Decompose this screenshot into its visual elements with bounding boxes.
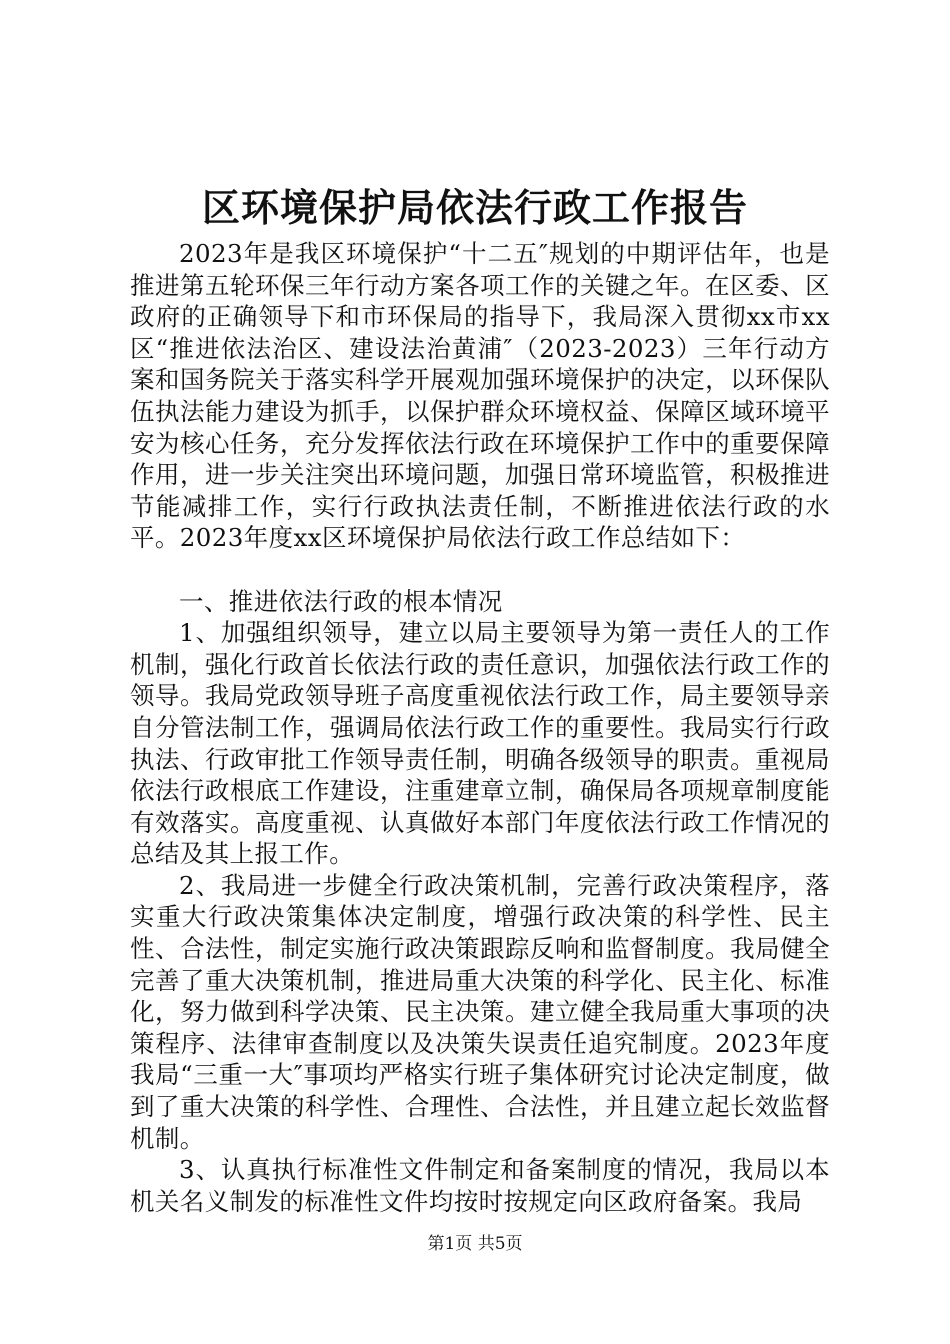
- document-body: [130, 238, 830, 1217]
- intro-paragraph: 2023年是我区环境保护“十二五″规划的中期评估年，也是推进第五轮环保三年行动方案各项工作的关键之年。在区委、区政府的正确领导下和市环保局的指导下，我局深入贯彻xx市xx区“推进依法治区、建设法治黄浦″（2023-2023）三年行动方案和国务院关于落实科学开展观加强环境保护的决定，以环保队伍执法能力建设为抓手，以保护群众环境权益、保障区域环境平安为核心任务，充分发挥依法行政在环境保护工作中的重要保障作用，进一步关注突出环境问题，加强日常环境监管，积极推进节能减排工作，实行行政执法责任制，不断推进依法行政的水平。2023年度xx区环境保护局依法行政工作总结如下：: [130, 239, 830, 553]
- body-paragraph: 2、我局进一步健全行政决策机制，完善行政决策程序，落实重大行政决策集体决定制度，增强行政决策的科学性、民主性、合法性，制定实施行政决策跟踪反响和监督制度。我局健全完善了重大决策机制，推进局重大决策的科学化、民主化、标准化，努力做到科学决策、民主决策。建立健全我局重大事项的决策程序、法律审查制度以及决策失误责任追究制度。2023年度我局“三重一大″事项均严格实行班子集体研究讨论决定制度，做到了重大决策的科学性、合理性、合法性，并且建立起长效监督机制。: [130, 870, 830, 1153]
- body-paragraph: 3、认真执行标准性文件制定和备案制度的情况，我局以本机关名义制发的标准性文件均按时按规定向区政府备案。我局: [130, 1155, 830, 1216]
- page-footer: 第1页 共5页: [427, 1234, 523, 1254]
- body-paragraph: 1、加强组织领导，建立以局主要领导为第一责任人的工作机制，强化行政首长依法行政的责任意识，加强依法行政工作的领导。我局党政领导班子高度重视依法行政工作，局主要领导亲自分管法制工作，强调局依法行政工作的重要性。我局实行行政执法、行政审批工作领导责任制，明确各级领导的职责。重视局依法行政根底工作建设，注重建章立制，确保局各项规章制度能有效落实。高度重视、认真做好本部门年度依法行政工作情况的总结及其上报工作。: [130, 618, 830, 869]
- section-heading: 一、推进依法行政的根本情况: [179, 586, 503, 616]
- document-title: 区环境保护局依法行政工作报告: [201, 185, 748, 230]
